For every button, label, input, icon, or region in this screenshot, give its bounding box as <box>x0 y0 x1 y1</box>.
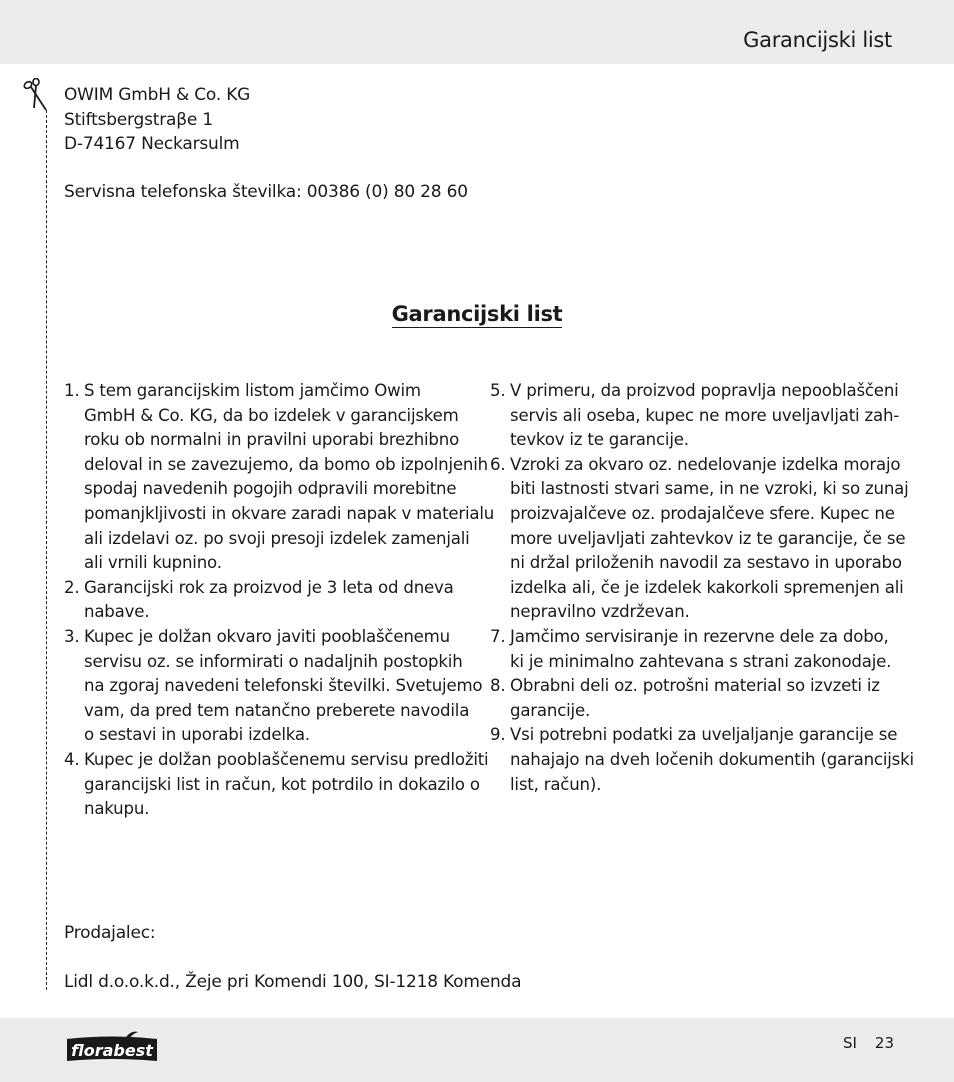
terms-line: servis ali oseba, kupec ne more uveljavljati zah- <box>510 405 900 425</box>
terms-item <box>490 625 890 674</box>
terms-item <box>490 453 909 625</box>
terms-line: more uveljavljati zahtevkov iz te garancije, če se <box>510 528 906 548</box>
city: D-74167 Neckarsulm <box>64 134 240 155</box>
terms-item-text <box>510 625 891 674</box>
scissors-icon <box>22 78 50 112</box>
terms-item-number: 2. <box>64 577 80 597</box>
terms-item <box>64 576 464 625</box>
terms-column-right <box>490 379 914 797</box>
terms-item <box>64 625 483 748</box>
terms-line: nahajajo na dveh ločenih dokumentih (garancijski <box>510 749 914 769</box>
terms-line: Obrabni deli oz. potrošni material so izvzeti iz <box>510 676 880 696</box>
terms-line: garancije. <box>510 700 591 720</box>
terms-line: list, račun). <box>510 774 602 794</box>
terms-line: Vsi potrebni podatki za uveljaljanje garancije se <box>510 725 898 745</box>
terms-line: ali vrnili kupnino. <box>84 553 222 573</box>
terms-line: nepravilno vzdrževan. <box>510 602 690 622</box>
terms-line: proizvajalčeve oz. prodajalčeve sfere. Kupec ne <box>510 503 895 523</box>
header-bar <box>0 0 954 64</box>
terms-item <box>490 674 890 723</box>
terms-item-text <box>510 723 914 797</box>
terms-item-text <box>510 379 899 453</box>
terms-item-text <box>84 625 482 748</box>
terms-line: ali izdelavi oz. po svoji presoji izdelek zamenjali <box>84 528 470 548</box>
terms-item-text <box>84 379 494 576</box>
terms-line: ni držal priloženih navodil za sestavo in uporabo <box>510 553 902 573</box>
terms-line: o sestavi in uporabi izdelka. <box>84 725 310 745</box>
page-title: Garancijski list <box>743 28 892 52</box>
terms-item-number: 4. <box>64 749 80 769</box>
seller-address: Lidl d.o.o.k.d., Žeje pri Komendi 100, SI-1218 Komenda <box>64 972 522 992</box>
warranty-heading <box>0 302 954 326</box>
company-name: OWIM GmbH & Co. KG <box>64 85 251 105</box>
page-number: 23 <box>874 1034 894 1052</box>
terms-item <box>490 723 914 797</box>
terms-line: pomanjkljivosti in okvare zaradi napak v materialu <box>84 503 495 523</box>
terms-item-number: 5. <box>490 381 506 400</box>
terms-item-number: 7. <box>490 626 506 646</box>
terms-line: roku ob normalni in pravilni uporabi brezhibno <box>84 430 460 450</box>
terms-line: ki je minimalno zahtevana s strani zakonodaje. <box>510 651 892 671</box>
terms-line: biti lastnosti stvari same, in ne vzroki, ki so zunaj <box>510 479 909 499</box>
terms-item-number: 8. <box>490 676 506 696</box>
florabest-logo <box>64 1030 160 1064</box>
service-phone: Servisna telefonska številka: 00386 (0) 80 28 60 <box>64 182 468 202</box>
terms-line: deloval in se zavezujemo, da bomo ob izpolnjenih <box>84 454 488 474</box>
terms-line: GmbH & Co. KG, da bo izdelek v garancijskem <box>84 405 459 425</box>
terms-column-left <box>64 379 495 822</box>
terms-line: Garancijski rok za proizvod je 3 leta od dneva <box>84 577 454 597</box>
terms-line: Kupec je dolžan okvaro javiti pooblaščenemu <box>84 626 450 646</box>
terms-item <box>64 748 489 822</box>
terms-line: V primeru, da proizvod popravlja nepooblaščeni <box>510 381 899 400</box>
terms-item-text <box>84 748 488 822</box>
terms-line: Vzroki za okvaro oz. nedelovanje izdelka morajo <box>510 454 901 474</box>
street: Stiftsbergstraβe 1 <box>64 109 213 130</box>
terms-item-number: 1. <box>64 381 80 400</box>
terms-item <box>64 379 495 576</box>
terms-line: Jamčimo servisiranje in rezervne dele za dobo, <box>510 626 889 646</box>
terms-line: izdelka ali, če je izdelek kakorkoli spremenjen ali <box>510 577 904 597</box>
terms-item-text <box>510 674 890 723</box>
terms-line: tevkov iz te garancije. <box>510 430 689 450</box>
terms-line: nakupu. <box>84 799 150 819</box>
logo-text: florabest <box>71 1041 153 1060</box>
seller-label: Prodajalec: <box>64 923 156 943</box>
terms-line: na zgoraj navedeni telefonski številki. Svetujemo <box>84 676 483 696</box>
page-info <box>843 1034 894 1052</box>
terms-item-number: 3. <box>64 626 80 646</box>
terms-item-number: 6. <box>490 454 506 474</box>
cut-line <box>46 110 47 990</box>
terms-item-number: 9. <box>490 725 506 745</box>
terms-line: spodaj navedenih pogojih odpravili morebitne <box>84 479 457 499</box>
terms-line: garancijski list in račun, kot potrdilo in dokazilo o <box>84 774 480 794</box>
terms-line: vam, da pred tem natančno preberete navodila <box>84 700 470 720</box>
terms-line: nabave. <box>84 602 150 622</box>
warranty-heading-text: Garancijski list <box>391 302 563 326</box>
terms-item-text <box>84 576 464 625</box>
terms-line: Kupec je dolžan pooblaščenemu servisu predložiti <box>84 749 489 769</box>
language-code: SI <box>842 1034 857 1052</box>
manufacturer-address <box>64 83 250 157</box>
terms-line: servisu oz. se informirati o nadaljnih postopkih <box>84 651 463 671</box>
terms-item <box>490 379 900 453</box>
terms-line: S tem garancijskim listom jamčimo Owim <box>84 381 421 400</box>
terms-item-text <box>510 453 909 625</box>
